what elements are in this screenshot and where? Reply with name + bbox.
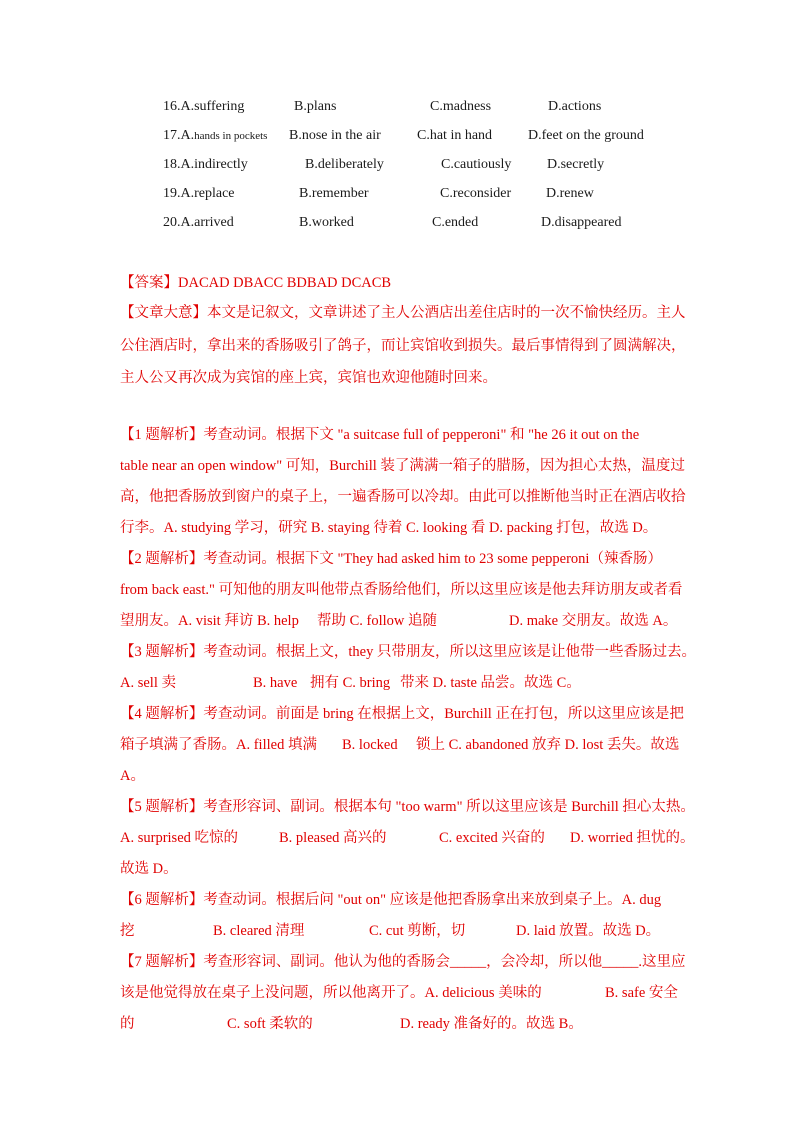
explanation-line: 【3 题解析】考查动词。根据上文，they 只带朋友，所以这里应该是让他带一些香肠过去。 (120, 644, 696, 660)
line-segment: B. locked (342, 737, 398, 753)
option-b: B.nose in the air (289, 128, 381, 143)
option-row-16 (0, 99, 800, 119)
option-d: D.disappeared (541, 215, 622, 230)
explanation-line (120, 673, 581, 693)
line-segment: 拥有 C. bring (310, 675, 391, 691)
explanation-line (120, 983, 678, 1003)
option-a: 19.A.replace (163, 186, 235, 201)
line-segment: C. cut 剪断，切 (369, 923, 466, 939)
line-segment: 带来 D. taste 品尝。故选 C。 (400, 675, 581, 691)
option-b: B.remember (299, 186, 369, 201)
option-c: C.ended (432, 215, 479, 230)
option-c: C.madness (430, 99, 492, 114)
explanation-line: 高，他把香肠放到窗户的桌子上，一遍香肠可以冷却。由此可以推断他当时正在酒店收拾 (120, 489, 686, 505)
option-d: D.renew (546, 186, 594, 201)
option-row-17 (0, 128, 800, 148)
option-a: 17.A.hands in pockets (163, 128, 268, 143)
option-row-18 (0, 157, 800, 177)
explanation-line: table near an open window" 可知，Burchill 装了满满一箱子的腊肠，因为担心太热，温度过 (120, 458, 685, 474)
explanation-line (120, 1014, 583, 1034)
explanation-line: 【5 题解析】考查形容词、副词。根据本句 "too warm" 所以这里应该是 Burchill 担心太热。 (120, 799, 695, 815)
option-c: C.cautiously (441, 157, 512, 172)
line-segment: 该是他觉得放在桌子上没问题，所以他离开了。A. delicious 美味的 (120, 985, 542, 1001)
line-segment: D. laid 放置。故选 D。 (516, 923, 661, 939)
option-d: D.feet on the ground (528, 128, 644, 143)
explanation-line: 【7 题解析】考查形容词、副词。他认为他的香肠会_____，会冷却，所以他_____.这里应 (120, 954, 686, 970)
line-segment: D. worried 担忧的。 (570, 830, 695, 846)
explanation-line: 行李。A. studying 学习，研究 B. staying 待着 C. looking 看 D. packing 打包，故选 D。 (120, 520, 658, 536)
line-segment: 望朋友。A. visit 拜访 B. help (120, 613, 299, 629)
explanation-line: from back east." 可知他的朋友叫他带点香肠给他们，所以这里应该是他去拜访朋友或者看 (120, 582, 683, 598)
explanation-line (120, 735, 680, 755)
option-row-19 (0, 186, 800, 206)
explanation-line (120, 611, 678, 631)
answer-key: 【答案】DACAD DBACC BDBAD DCACB (120, 275, 392, 291)
explanation-line: 【1 题解析】考查动词。根据下文 "a suitcase full of pepperoni" 和 "he 26 it out on the (120, 427, 640, 443)
line-segment: B. cleared 清理 (213, 923, 305, 939)
option-c: C.reconsider (440, 186, 512, 201)
summary-line: 主人公又再次成为宾馆的座上宾，宾馆也欢迎他随时回来。 (120, 370, 497, 386)
line-segment: A. surprised 吃惊的 (120, 830, 239, 846)
line-segment: B. have (253, 675, 298, 691)
option-a: 16.A.suffering (163, 99, 245, 114)
line-segment: A. sell 卖 (120, 675, 176, 691)
option-d: D.secretly (547, 157, 605, 172)
explanation-line: 故选 D。 (120, 861, 178, 877)
explanation-line: A。 (120, 768, 145, 784)
line-segment: C. excited 兴奋的 (439, 830, 545, 846)
line-segment: 帮助 C. follow 追随 (317, 613, 438, 629)
explanation-line: 【2 题解析】考查动词。根据下文 "They had asked him to 23 some pepperoni（辣香肠） (120, 551, 662, 567)
explanation-line (120, 921, 661, 941)
line-segment: D. ready 准备好的。故选 B。 (400, 1016, 583, 1032)
line-segment: 的 (120, 1016, 135, 1032)
line-segment: B. pleased 高兴的 (279, 830, 387, 846)
line-segment: B. safe 安全 (605, 985, 678, 1001)
explanation-line: 【4 题解析】考查动词。前面是 bring 在根据上文，Burchill 正在打包，所以这里应该是把 (120, 706, 684, 722)
option-row-20 (0, 215, 800, 235)
line-segment: D. make 交朋友。故选 A。 (509, 613, 678, 629)
explanation-line: 【6 题解析】考查动词。根据后问 "out on" 应该是他把香肠拿出来放到桌子上。A. dug (120, 892, 662, 908)
option-b: B.plans (294, 99, 337, 114)
line-segment: C. soft 柔软的 (227, 1016, 313, 1032)
option-a: 20.A.arrived (163, 215, 234, 230)
summary-line: 【文章大意】本文是记叙文，文章讲述了主人公酒店出差住店时的一次不愉快经历。主人 (120, 305, 686, 321)
option-b: B.worked (299, 215, 354, 230)
option-b: B.deliberately (305, 157, 384, 172)
line-segment: 箱子填满了香肠。A. filled 填满 (120, 737, 317, 753)
option-a: 18.A.indirectly (163, 157, 248, 172)
line-segment: 挖 (120, 923, 135, 939)
option-d: D.actions (548, 99, 602, 114)
summary-line: 公住酒店时，拿出来的香肠吸引了鸽子，而让宾馆收到损失。最后事情得到了圆满解决， (120, 338, 686, 354)
explanation-line (120, 828, 695, 848)
line-segment: 锁上 C. abandoned 放弃 D. lost 丢失。故选 (416, 737, 680, 753)
option-c: C.hat in hand (417, 128, 493, 143)
